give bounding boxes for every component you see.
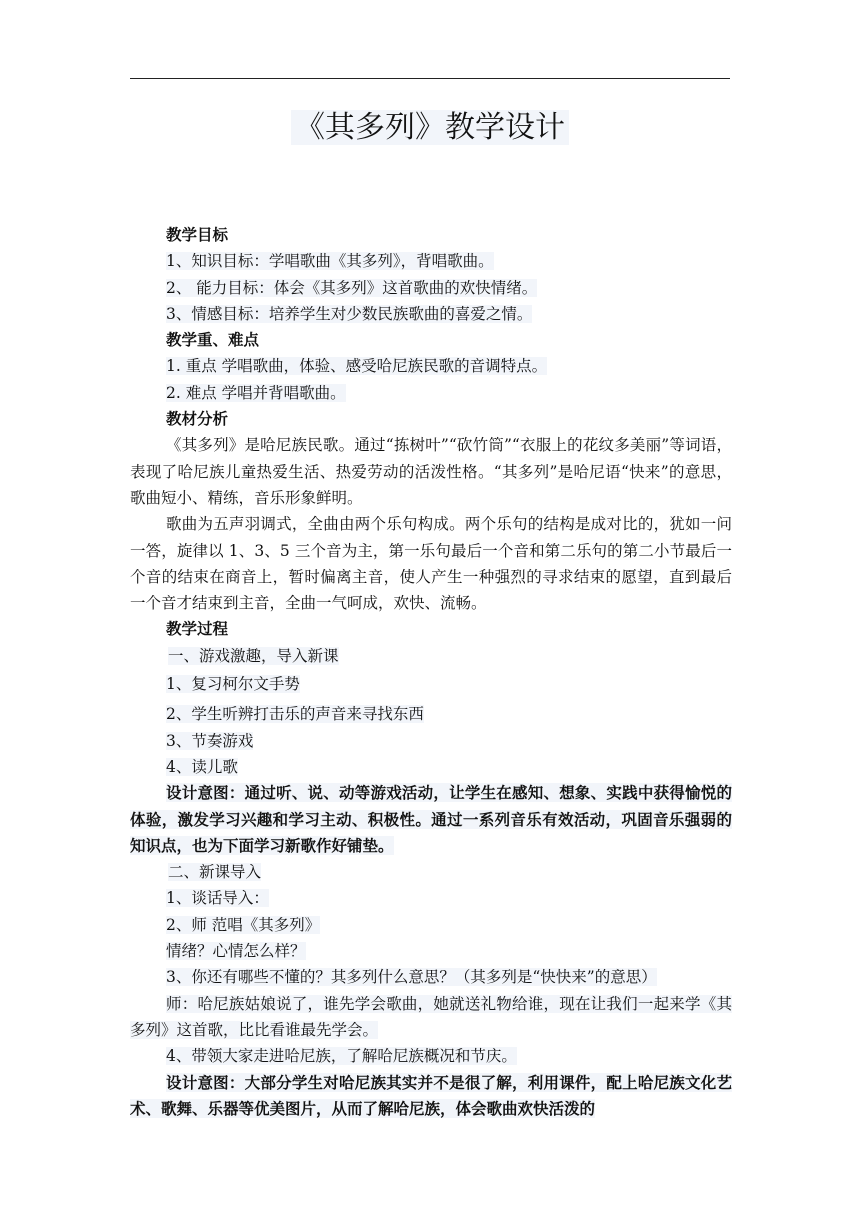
section-heading-objectives: 教学目标 [166, 225, 229, 244]
process-part2-item-4: 4、带领大家走进哈尼族，了解哈尼族概况和节庆。 [166, 1047, 517, 1066]
objective-item: 2、 能力目标：体会《其多列》这首歌曲的欢快情绪。 [166, 278, 538, 297]
process-part2-intent: 设计意图：大部分学生对哈尼族其实并不是很了解，利用课件，配上哈尼族文化艺术、歌舞、乐器等优美图片，从而了解哈尼族，体会歌曲欢快活泼的 [130, 1072, 732, 1118]
analysis-paragraph-2: 歌曲为五声羽调式，全曲由两个乐句构成。两个乐句的结构是成对比的，犹如一问一答，旋律以 1、3、5 三个音为主，第一乐句最后一个音和第二乐句的第二小节最后一个音的结束在商音上，暂时偏离主音，使人产生一种强烈的寻求结束的愿望，直到最后一个音才结束到主音，全曲一气呵成，欢快、流畅。 [130, 515, 732, 613]
section-heading-process: 教学过程 [166, 619, 229, 639]
key-point-item: 1. 重点 学唱歌曲，体验、感受哈尼族民歌的音调特点。 [166, 357, 548, 376]
process-part1-item: 4、读儿歌 [166, 757, 238, 776]
process-part2-item: 1、谈话导入： [166, 889, 269, 908]
header-rule [130, 78, 730, 79]
key-point-item: 2. 难点 学唱并背唱歌曲。 [166, 383, 346, 402]
objective-item: 1、知识目标：学唱歌曲《其多列》，背唱歌曲。 [166, 252, 494, 271]
analysis-paragraph-1: 《其多列》是哈尼族民歌。通过“拣树叶”“砍竹筒”“衣服上的花纹多美丽”等词语，表现了哈尼族儿童热爱生活、热爱劳动的活泼性格。“其多列”是哈尼语“快来”的意思，歌曲短小、精练，音乐形象鲜明。 [130, 436, 732, 507]
section-heading-analysis: 教材分析 [166, 409, 229, 429]
objective-item: 3、情感目标：培养学生对少数民族歌曲的喜爱之情。 [166, 304, 533, 323]
document-body [130, 222, 732, 1122]
process-part2-item: 3、你还有哪些不懂的？其多列什么意思？（其多列是“快快来”的意思） [166, 968, 657, 987]
process-part1-item: 1、复习柯尔文手势 [166, 675, 300, 694]
process-part2-teacher: 师：哈尼族姑娘说了，谁先学会歌曲，她就送礼物给谁，现在让我们一起来学《其多列》这首歌，比比看谁最先学会。 [130, 994, 732, 1039]
process-part2-heading: 二、新课导入 [168, 863, 262, 882]
process-part2-item: 2、师 范唱《其多列》 [166, 915, 321, 934]
process-part2-item: 情绪？心情怎么样？ [166, 942, 306, 961]
document-title: 《其多列》教学设计 [0, 108, 860, 148]
process-part1-intent: 设计意图：通过听、说、动等游戏活动，让学生在感知、想象、实践中获得愉悦的体验，激发学习兴趣和学习主动、积极性。通过一系列音乐有效活动，巩固音乐强弱的知识点，也为下面学习新歌作好铺垫。 [130, 783, 732, 855]
process-part1-item: 2、学生听辨打击乐的声音来寻找东西 [166, 705, 424, 724]
process-part1-heading: 一、游戏激趣，导入新课 [168, 646, 339, 665]
process-part1-item: 3、节奏游戏 [166, 731, 254, 750]
section-heading-key-points: 教学重、难点 [166, 330, 260, 350]
